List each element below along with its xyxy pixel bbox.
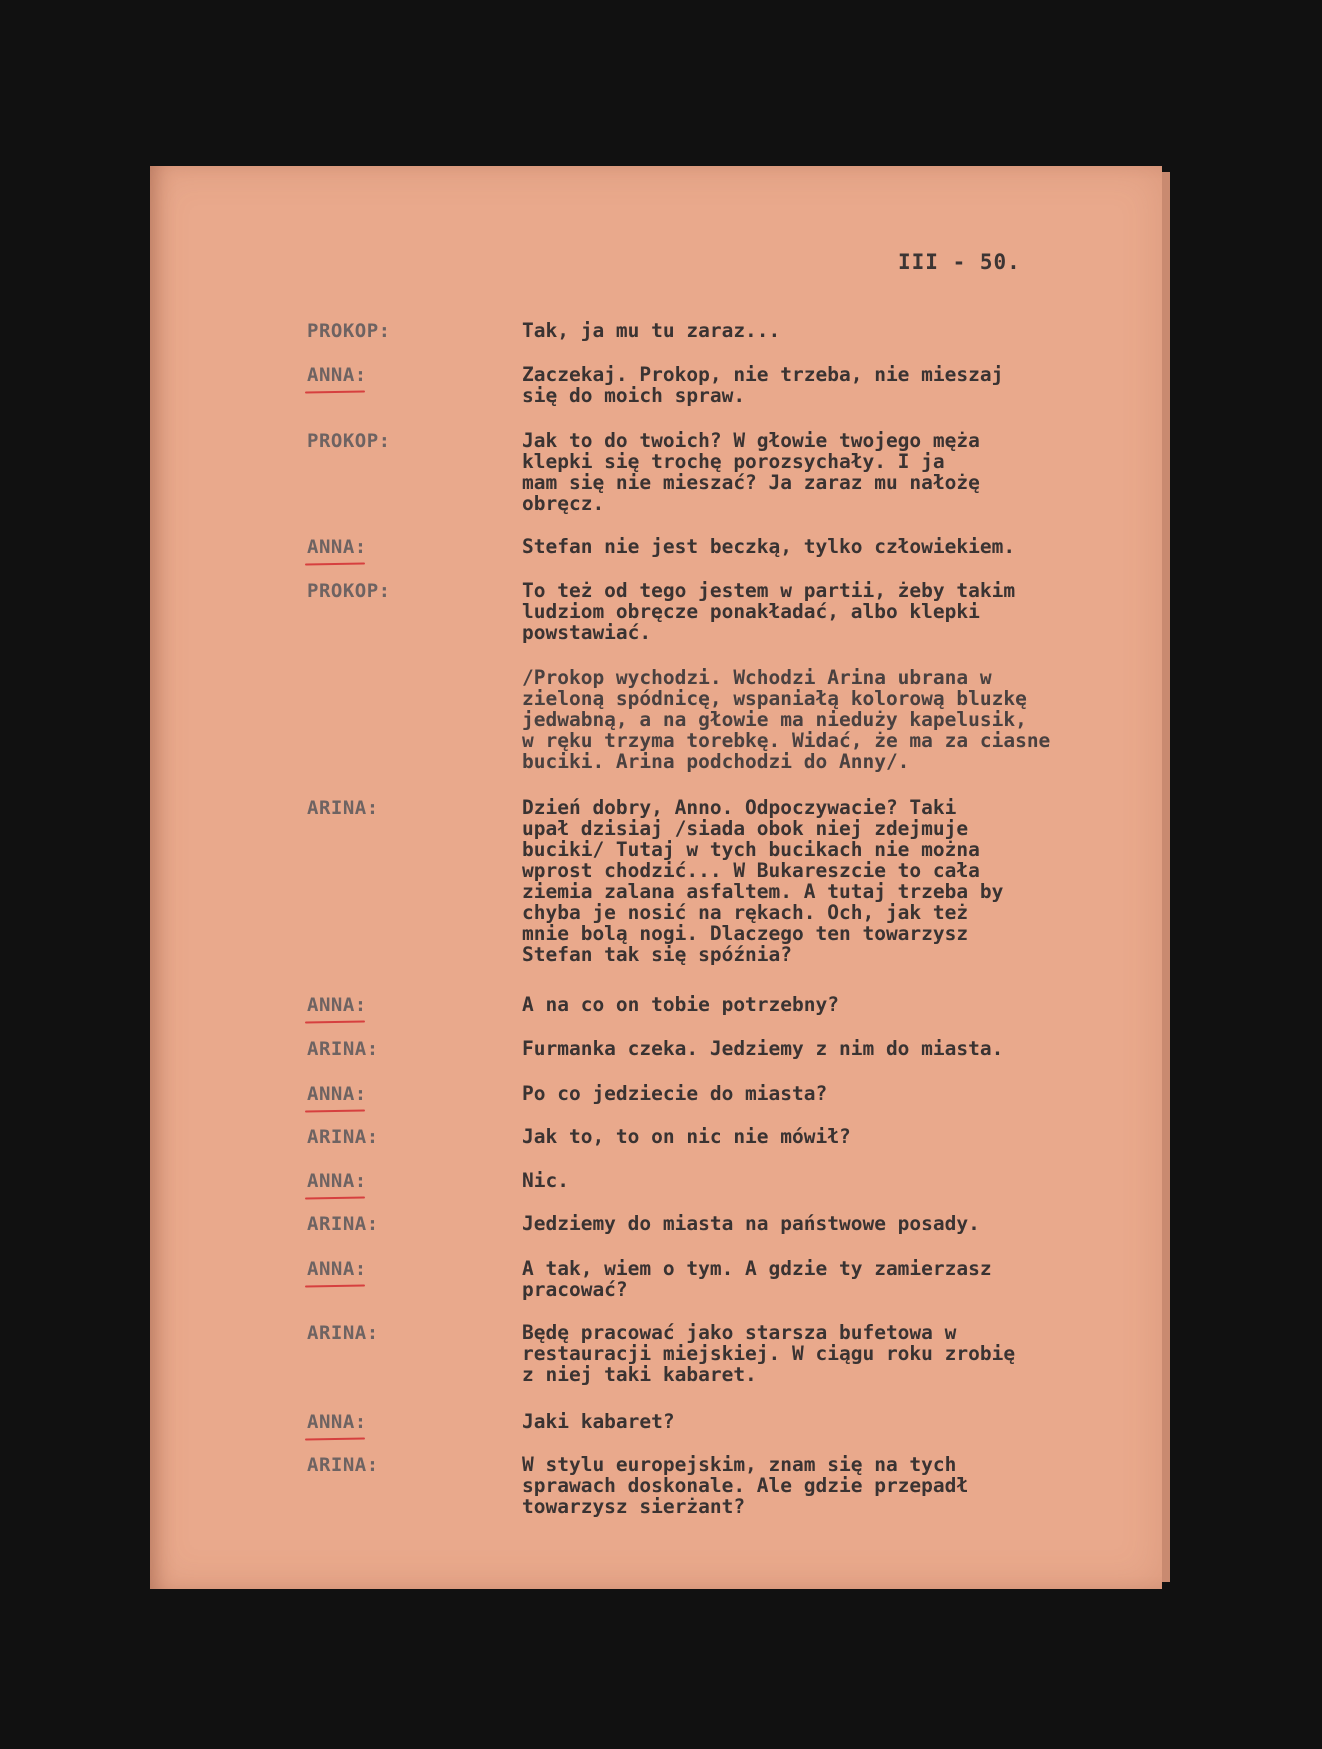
dialogue-text: Jedziemy do miasta na państwowe posady. (522, 1212, 980, 1235)
speaker-label: ANNA: (307, 994, 367, 1016)
dialogue-text: Nic. (522, 1169, 569, 1192)
stage-direction-text: /Prokop wychodzi. Wchodzi Arina ubrana w zieloną spódnicę, wspaniałą kolorową bluzkę jedwabną, a na głowie ma nieduży kapelusik, w ręku trzyma torebkę. Widać, że ma za ciasne buciki. Arina podchodzi do Anny/. (522, 666, 1051, 773)
speaker-label: ARINA: (307, 1454, 379, 1476)
speaker-label: PROKOP: (307, 320, 391, 342)
dialogue-text: Furmanka czeka. Jedziemy z nim do miasta. (522, 1037, 1004, 1060)
speaker-label: PROKOP: (307, 580, 391, 602)
speaker-label: ARINA: (307, 797, 379, 819)
dialogue-text: A tak, wiem o tym. A gdzie ty zamierzasz pracować? (522, 1257, 992, 1301)
dialogue-text: Będę pracować jako starsza bufetowa w restauracji miejskiej. W ciągu roku zrobię z niej taki kabaret. (522, 1321, 1016, 1386)
dialogue-text: Jak to, to on nic nie mówił? (522, 1125, 851, 1148)
speaker-label: ARINA: (307, 1213, 379, 1235)
speaker-label: ANNA: (307, 536, 367, 558)
speaker-label: ANNA: (307, 1083, 367, 1105)
dialogue-text: Tak, ja mu tu zaraz... (522, 319, 781, 342)
speaker-label: ANNA: (307, 1258, 367, 1280)
dialogue-text: Zaczekaj. Prokop, nie trzeba, nie mieszaj się do moich spraw. (522, 363, 1004, 407)
dialogue-text: To też od tego jestem w partii, żeby takim ludziom obręcze ponakładać, albo klepki powstawiać. (522, 579, 1016, 644)
speaker-label: ANNA: (307, 1411, 367, 1433)
speaker-label: ARINA: (307, 1126, 379, 1148)
speaker-label: ARINA: (307, 1322, 379, 1344)
dialogue-text: A na co on tobie potrzebny? (522, 993, 839, 1016)
speaker-label: PROKOP: (307, 430, 391, 452)
dialogue-text: Jak to do twoich? W głowie twojego męża klepki się trochę porozsychały. I ja mam się nie mieszać? Ja zaraz mu nałożę obręcz. (522, 429, 980, 515)
page-number: III - 50. (898, 250, 1021, 274)
dialogue-text: Dzień dobry, Anno. Odpoczywacie? Taki upał dzisiaj /siada obok niej zdejmuje buciki/ Tutaj w tych bucikach nie można wprost chodzić... W Bukareszcie to cała ziemia zalana asfaltem. A tutaj trzeba by chyba je nosić na rękach. Och, jak też mnie bolą nogi. Dlaczego ten towarzysz Stefan tak się spóźnia? (522, 796, 1004, 966)
speaker-label: ANNA: (307, 1170, 367, 1192)
dialogue-text: Jaki kabaret? (522, 1410, 675, 1433)
speaker-label: ANNA: (307, 364, 367, 386)
dialogue-text: Stefan nie jest beczką, tylko człowiekiem. (522, 535, 1016, 558)
dialogue-text: W stylu europejskim, znam się na tych sprawach doskonale. Ale gdzie przepadł towarzysz sierżant? (522, 1453, 969, 1518)
speaker-label: ARINA: (307, 1038, 379, 1060)
dialogue-text: Po co jedziecie do miasta? (522, 1082, 828, 1105)
